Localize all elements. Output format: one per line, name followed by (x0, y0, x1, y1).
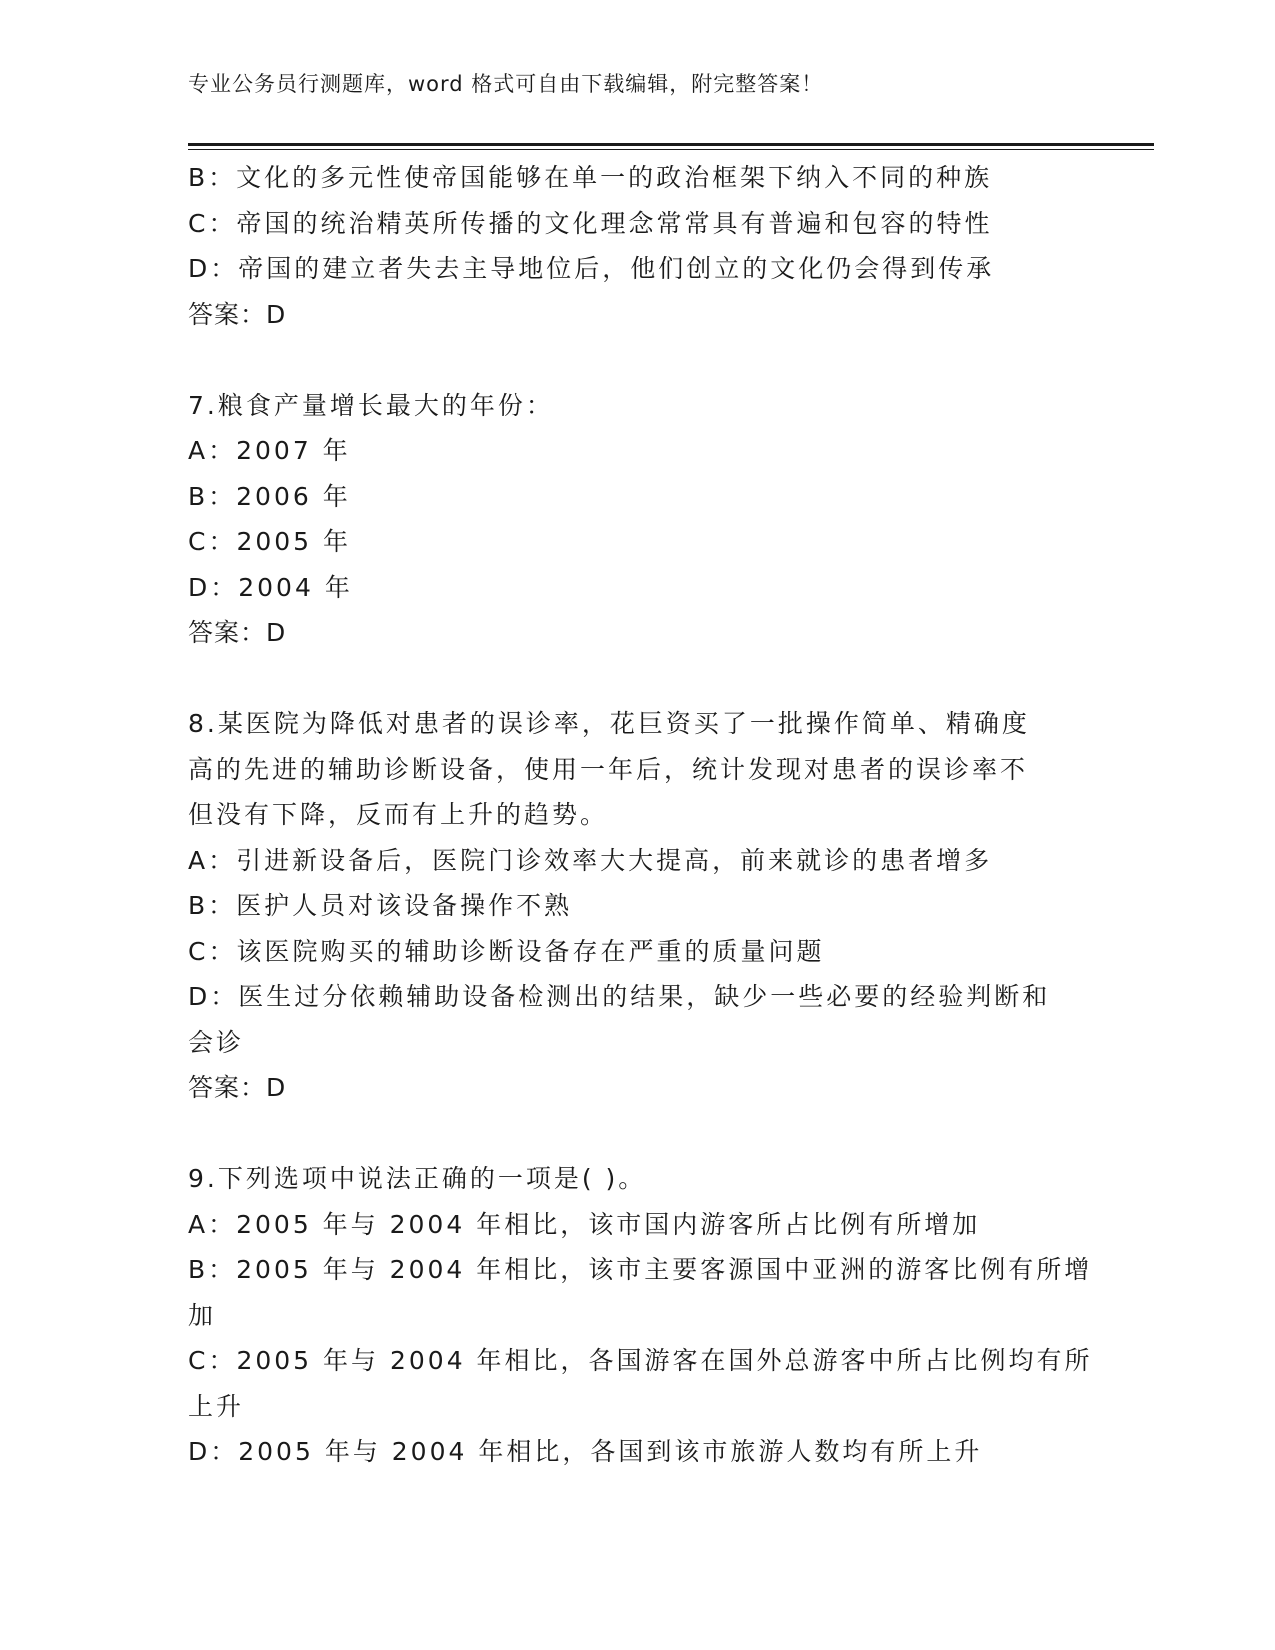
spacer (188, 1111, 1088, 1157)
q9-option-b: B：2005 年与 2004 年相比，该市主要客源国中亚洲的游客比例有所增 (188, 1255, 1093, 1284)
header-rule-thick (188, 143, 1154, 146)
question-9 (188, 1156, 1093, 1475)
q8-option-d: D：医生过分依赖辅助设备检测出的结果，缺少一些必要的经验判断和 (188, 982, 1051, 1011)
q6-answer: 答案：D (188, 299, 287, 329)
q9-stem: 9.下列选项中说法正确的一项是( )。 (188, 1164, 647, 1193)
q7-option-a: A：2007 年 (188, 436, 351, 465)
q8-stem-line-3: 但没有下降，反而有上升的趋势。 (188, 800, 609, 829)
q9-option-a: A：2005 年与 2004 年相比，该市国内游客所占比例有所增加 (188, 1209, 981, 1239)
q9-option-c: C：2005 年与 2004 年相比，各国游客在国外总游客中所占比例均有所 (188, 1346, 1093, 1375)
q6-option-b: B：文化的多元性使帝国能够在单一的政治框架下纳入不同的种族 (188, 163, 993, 192)
question-7 (188, 383, 1088, 656)
question-content (188, 155, 1093, 1475)
q8-answer: 答案：D (188, 1073, 287, 1102)
q7-option-b: B：2006 年 (188, 481, 351, 511)
q7-answer: 答案：D (188, 618, 287, 647)
spacer (188, 337, 1088, 383)
question-6-tail (188, 155, 1088, 337)
spacer (188, 656, 1088, 702)
page-header: 专业公务员行测题库，word 格式可自由下载编辑，附完整答案！ (188, 72, 824, 96)
q8-option-b: B：医护人员对该设备操作不熟 (188, 891, 573, 920)
q9-option-c-cont: 上升 (188, 1391, 245, 1421)
q9-option-b-cont: 加 (188, 1300, 217, 1330)
q8-stem-line-1: 8.某医院为降低对患者的误诊率，花巨资买了一批操作简单、精确度 (188, 709, 1030, 738)
q7-stem: 7.粮食产量增长最大的年份： (188, 390, 554, 420)
q7-option-d: D：2004 年 (188, 572, 353, 602)
q9-option-d: D：2005 年与 2004 年相比，各国到该市旅游人数均有所上升 (188, 1437, 983, 1466)
q8-option-a: A：引进新设备后，医院门诊效率大大提高，前来就诊的患者增多 (188, 845, 993, 875)
q7-option-c: C：2005 年 (188, 527, 352, 556)
question-8 (188, 701, 1088, 1111)
q6-option-c: C：帝国的统治精英所传播的文化理念常常具有普遍和包容的特性 (188, 208, 993, 238)
header-rule-thin (188, 149, 1154, 150)
q8-stem-line-2: 高的先进的辅助诊断设备，使用一年后，统计发现对患者的误诊率不 (188, 754, 1029, 784)
q6-option-d: D：帝国的建立者失去主导地位后，他们创立的文化仍会得到传承 (188, 254, 995, 283)
q8-option-c: C：该医院购买的辅助诊断设备存在严重的质量问题 (188, 936, 825, 966)
q8-option-d-cont: 会诊 (188, 1027, 245, 1057)
